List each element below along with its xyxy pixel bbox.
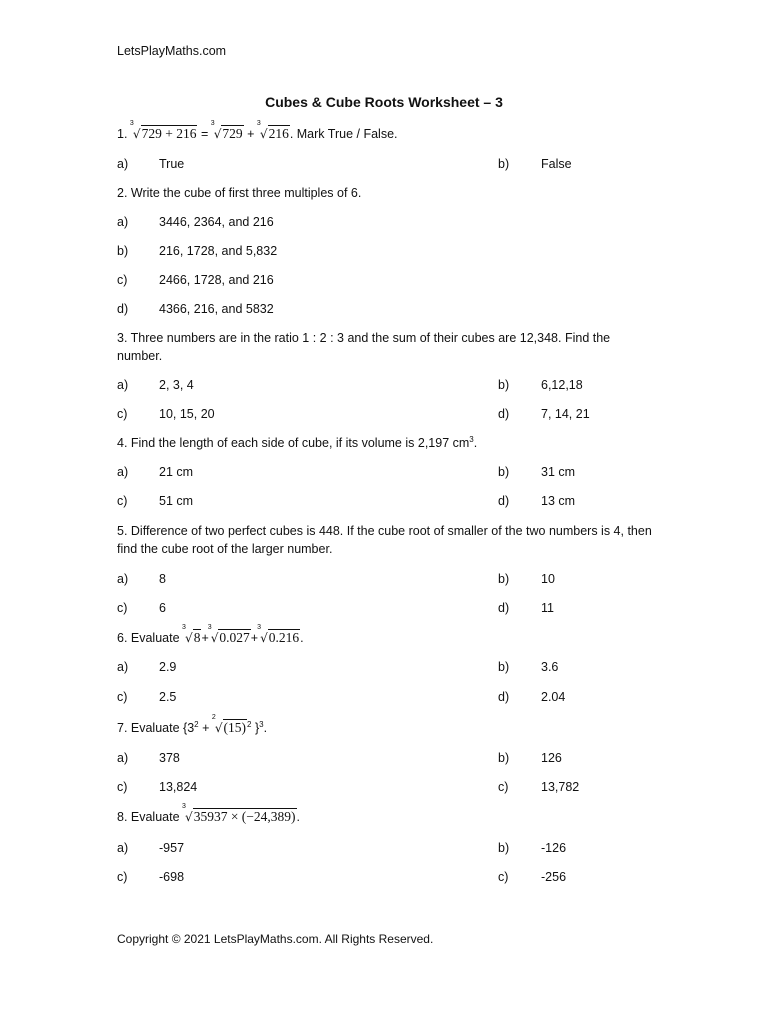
option-label: c) — [498, 780, 509, 794]
option-text: 51 cm — [159, 494, 194, 508]
option-text: 2.9 — [159, 660, 177, 674]
option-text: 11 — [541, 601, 554, 615]
option-label: b) — [498, 660, 510, 674]
question-7-prefix: 7. Evaluate {3 — [117, 721, 195, 735]
cube-root-2: 3 √0.027 — [207, 624, 250, 645]
cube-root-3: 3 √0.216 — [257, 624, 300, 645]
root-index: 3 — [256, 120, 261, 127]
square-superscript: 2 — [194, 719, 199, 729]
option-text: 4366, 216, and 5832 — [159, 302, 274, 316]
option-label: c) — [498, 870, 509, 884]
root-index: 3 — [210, 120, 215, 127]
period: . — [296, 810, 301, 824]
root-index: 3 — [257, 624, 261, 631]
radicand: 216 — [268, 126, 289, 141]
question-8-prefix: 8. Evaluate — [117, 810, 180, 824]
question-8 — [117, 803, 301, 825]
root-index: 3 — [129, 120, 134, 127]
option-text: 2.5 — [159, 690, 177, 704]
plus-sign: + — [198, 721, 213, 735]
option-text: 13 cm — [541, 494, 576, 508]
option-text: 2466, 1728, and 216 — [159, 273, 274, 287]
cube-root-1: 3 √8 — [182, 624, 201, 645]
option-text: 13,782 — [541, 780, 580, 794]
question-4 — [117, 435, 477, 451]
plus-sign: + — [250, 631, 259, 645]
site-name: LetsPlayMaths.com — [117, 44, 227, 58]
option-text: 2.04 — [541, 690, 566, 704]
option-text: 126 — [541, 751, 562, 765]
option-text: 31 cm — [541, 465, 576, 479]
radicand: 0.027 — [219, 630, 250, 645]
option-label: b) — [498, 157, 510, 171]
option-label: d) — [498, 407, 510, 421]
cube-root-lhs: 3 √729 + 216 — [129, 120, 197, 141]
option-label: a) — [117, 215, 129, 229]
option-label: d) — [498, 601, 510, 615]
question-4-text: 4. Find the length of each side of cube, if its volume is 2,197 cm — [117, 436, 470, 450]
option-label: c) — [117, 690, 128, 704]
option-label: d) — [498, 690, 510, 704]
option-label: a) — [117, 751, 129, 765]
question-6 — [117, 624, 304, 646]
radicand: 35937 × (−24,389) — [193, 809, 296, 824]
cube-root-a: 3 √729 — [210, 120, 243, 141]
cube-root: 3 √35937 × (−24,389) — [182, 803, 296, 824]
option-text: 216, 1728, and 5,832 — [159, 244, 278, 258]
question-6-prefix: 6. Evaluate — [117, 631, 180, 645]
plus-sign: + — [201, 631, 209, 645]
root-index: 3 — [207, 624, 212, 631]
radicand: 0.216 — [268, 630, 300, 645]
plus-sign: + — [247, 127, 255, 141]
radicand: 729 + 216 — [141, 126, 197, 141]
question-7 — [117, 714, 268, 736]
option-label: a) — [117, 660, 129, 674]
question-1-number: 1. — [117, 127, 128, 141]
root-index: 2 — [211, 714, 216, 721]
question-1 — [117, 120, 398, 142]
period: . — [300, 631, 304, 645]
radicand: (15) — [223, 720, 247, 735]
option-label: c) — [117, 494, 128, 508]
option-text: 13,824 — [159, 780, 198, 794]
option-text: 10, 15, 20 — [159, 407, 215, 421]
question-2: 2. Write the cube of first three multiples of 6. — [117, 186, 362, 200]
option-label: b) — [498, 751, 510, 765]
cube-root-b: 3 √216 — [256, 120, 289, 141]
root-index: 3 — [182, 624, 186, 631]
option-label: c) — [117, 780, 128, 794]
option-text: -698 — [159, 870, 185, 884]
option-label: c) — [117, 601, 128, 615]
option-text: 7, 14, 21 — [541, 407, 590, 421]
option-text: 3.6 — [541, 660, 559, 674]
option-label: a) — [117, 378, 129, 392]
question-1-tail: . Mark True / False. — [289, 127, 398, 141]
option-text: 6,12,18 — [541, 378, 583, 392]
option-text: 10 — [541, 572, 555, 586]
option-text: 21 cm — [159, 465, 194, 479]
option-label: b) — [117, 244, 129, 258]
closing-brace: } — [251, 721, 260, 735]
period: . — [473, 436, 478, 450]
question-5: 5. Difference of two perfect cubes is 448. If the cube root of smaller of the two numbers is 4, then find the cube root of the larger number. — [117, 524, 652, 556]
option-label: b) — [498, 572, 510, 586]
option-label: a) — [117, 465, 129, 479]
option-label: b) — [498, 465, 510, 479]
option-label: a) — [117, 157, 129, 171]
option-label: d) — [498, 494, 510, 508]
option-text: 2, 3, 4 — [159, 378, 194, 392]
cube-superscript: 3 — [259, 719, 264, 729]
option-label: b) — [498, 378, 510, 392]
root-index: 3 — [182, 803, 186, 810]
option-text: 6 — [159, 601, 166, 615]
option-text: 378 — [159, 751, 180, 765]
option-text: -256 — [541, 870, 567, 884]
option-text: 3446, 2364, and 216 — [159, 215, 274, 229]
period: . — [263, 721, 268, 735]
option-text: -957 — [159, 841, 185, 855]
radicand: 729 — [222, 126, 243, 141]
equals-sign: = — [200, 127, 209, 141]
option-label: c) — [117, 273, 128, 287]
option-label: d) — [117, 302, 129, 316]
option-label: a) — [117, 841, 129, 855]
worksheet-title: Cubes & Cube Roots Worksheet – 3 — [265, 94, 503, 110]
option-label: a) — [117, 572, 129, 586]
square-root: 2 √(15) — [211, 714, 247, 735]
copyright-footer: Copyright © 2021 LetsPlayMaths.com. All Rights Reserved. — [117, 932, 434, 946]
question-3: 3. Three numbers are in the ratio 1 : 2 : 3 and the sum of their cubes are 12,348. Find the number. — [117, 331, 611, 363]
option-text: 8 — [159, 572, 166, 586]
option-label: c) — [117, 870, 128, 884]
option-label: c) — [117, 407, 128, 421]
square-superscript: 2 — [247, 719, 252, 729]
cubic-superscript: 3 — [469, 434, 474, 444]
option-label: b) — [498, 841, 510, 855]
radicand: 8 — [193, 630, 201, 645]
option-text: False — [541, 157, 572, 171]
option-text: True — [159, 157, 185, 171]
option-text: -126 — [541, 841, 567, 855]
